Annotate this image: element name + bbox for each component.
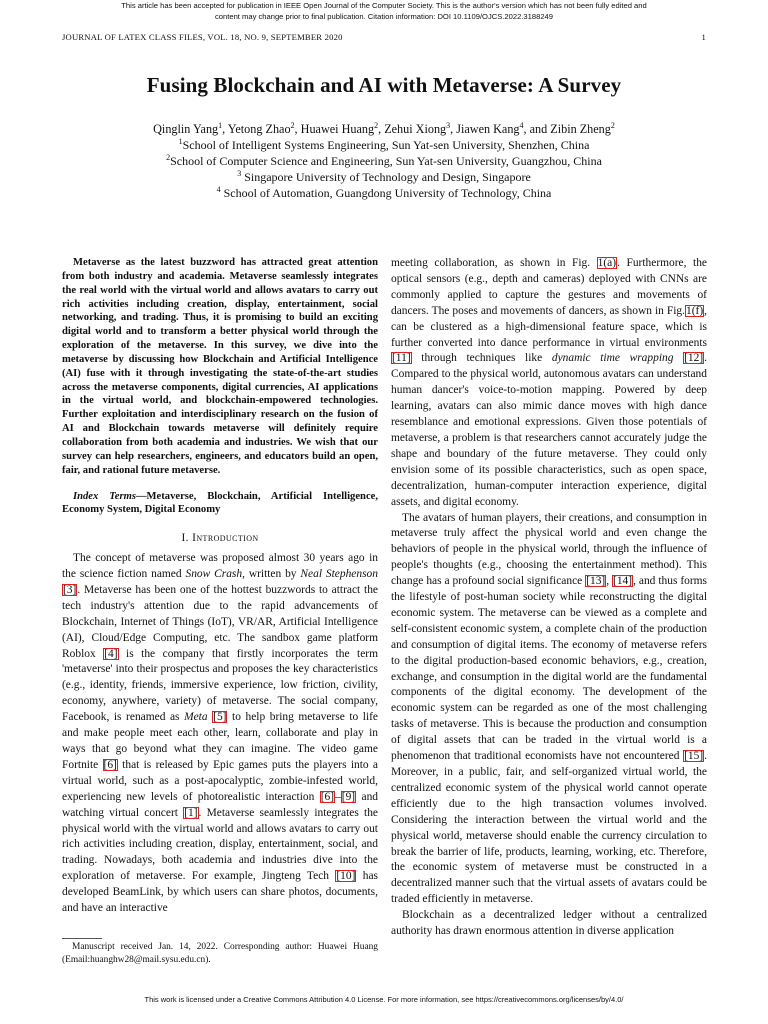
running-title: JOURNAL OF LATEX CLASS FILES, VOL. 18, NO. 9, SEPTEMBER 2020 [62,32,343,42]
figure-link[interactable]: 1(f) [685,304,704,317]
affiliation-3-text: Singapore University of Technology and Design, Singapore [244,170,531,184]
author-separator: , [222,122,228,136]
author-sup: 4 [519,121,524,130]
text-run: through techniques like [411,352,552,365]
text-run: meeting collaboration, as shown in Fig. [391,257,597,269]
citation-link[interactable]: [6] [320,790,335,803]
text-run: , and thus forms the lifestyle of post-human society while reconstructing the digital economic system. The metaverse can be viewed as a complete and self-consistent economic system, a complete chain of the production and consumption of digital items. The economy of metaverse refers to the digital production-based economic behaviors, e.g., creation, exchange, and consumption in the digital world are the fundamental components of the digital economy. The development of the economic system can be regarded as one of the most challenging tasks of metaverse. This is because the production and consumption of digital assets that can be traded in the virtual world is a phenomenon that traditional economists have not encountered [391,575,708,763]
index-terms-text: —Metaverse, Blockchain, Artificial Intelligence, Economy System, Digital Economy [62,490,378,516]
author-name: Zehui Xiong [384,122,447,136]
author-name: Neal Stephenson [300,568,378,580]
author-name: Huawei Huang [300,122,375,136]
technique-name: dynamic time wrapping [551,352,674,365]
section-heading [62,531,378,547]
affiliation-3 [0,169,768,185]
citation-link[interactable]: [15] [684,750,704,763]
affiliation-2-sup: 2 [166,153,171,162]
license-footer: This work is licensed under a Creative Commons Attribution 4.0 License. For more information, see https://creativecommons.org/licenses/by/4.0/ [144,995,624,1004]
notice-line-1: This article has been accepted for publication in IEEE Open Journal of the Computer Society. This is the author's version which has not been fully edited and [121,1,647,10]
text-run: , written by [242,568,301,580]
citation-link[interactable]: [10] [336,870,356,883]
text-run: – [335,790,341,803]
affiliation-3-sup: 3 [237,169,242,178]
affiliation-2-text: School of Computer Science and Engineering, Sun Yat-sen University, Guangzhou, China [170,154,602,168]
citation-link[interactable]: [3] [63,583,77,596]
abstract: Metaverse as the latest buzzword has attracted great attention from both industry and academia. Metaverse seamlessly integrates the real world with the virtual world and allows avatars to carry out rich activities including creation, display, entertainment, social networking, and trading. Thus, it is promising to build an exciting digital world and to transform a better physical world through the exploration of the metaverse. In this survey, we dive into the metaverse by discussing how Blockchain and Artificial Intelligence (AI) fuse with it through investigating the state-of-the-art studies across the metaverse components, digital currencies, AI applications in the virtual world, and blockchain-empowered technologies. Further exploitation and interdisciplinary research on the fusion of AI and Blockchain towards metaverse will definitely require collaboration from both academia and industries. We wish that our survey can help researchers, engineers, and educators build an open, fair, and rational future metaverse. [62,257,378,476]
intro-paragraph [62,551,378,917]
blockchain-paragraph: Blockchain as a decentralized ledger without a centralized authority has drawn enormous attention in diverse application [391,909,707,938]
index-terms-label: Index Terms [73,490,136,502]
text-run: The concept of metaverse was proposed almost 30 years ago in the science fiction named [62,552,378,580]
text-run: to help bring metaverse to life and make people meet each other, learn, collaborate and play in ways that go beyond what they can imagine. The video game Fortnite [62,711,379,771]
affiliation-2 [0,153,768,169]
page-number: 1 [701,32,706,42]
affiliation-1 [0,137,768,153]
author-separator: , and [523,122,551,136]
text-run: is the company that firstly incorporates the term 'metaverse' into their prospectus and proposes the key characteristics (e.g., identity, friends, immersive experience, low friction, civility, economy, anywhere, variety) of metaverse. The social company, Facebook, is renamed as [62,647,378,724]
author-separator: , [450,122,457,136]
author-sup: 2 [374,121,379,130]
affiliation-4-sup: 4 [216,185,221,194]
author-name: Qinglin Yang [153,122,219,136]
author-sup: 2 [290,121,295,130]
citation-link[interactable]: [14] [613,575,633,588]
citation-link[interactable]: [6] [103,758,117,771]
publication-notice [0,0,768,22]
running-header [62,32,706,42]
affiliation-4 [0,185,768,201]
author-sup: 2 [610,121,615,130]
figure-link[interactable]: 1(a) [597,257,617,269]
text-run: has developed BeamLink, by which users can share photos, documents, and have an interactive [62,870,378,915]
manuscript-footnote: Manuscript received Jan. 14, 2022. Corresponding author: Huawei Huang (Email:huanghw28@mail.sysu.edu.cn). [62,942,378,965]
citation-link[interactable]: [5] [213,711,227,724]
text-run: that is released by Epic games puts the players into a virtual world, such as a post-apocalyptic, zombie-infested world, experiencing new levels of photorealistic interaction [62,758,379,803]
section-title: Introduction [192,532,259,545]
text-run: . Compared to the physical world, autonomous avatars can understand human dancer's voice-to-motion mapping. Powered by deep learning, avatars can also mimic dance moves with high dance resemblance and emotional expressions. Given those potentials of metaverse, a problem is that researchers cannot accurately judge the shape and boundary of the future metaverse. They could only envision some of its possible characteristics, such as open space, decentralization, human-computer interaction experience, digital assets, and digital economy. [391,352,707,508]
citation-link[interactable]: [11] [392,352,411,365]
text-run: . Moreover, in a public, fair, and self-organized virtual world, the centralized economic system of the physical world cannot operate efficiently due to the high transaction volumes involved. Considering the interaction between the virtual world and the physical world, metaverse should enable the currency circulation to break the barrier of life, products, learning, working, etc. Therefore, the economic system of metaverse must be constructed in a decentralized manner such that the virtual assets of avatars could be traded efficiently in metaverse. [391,750,707,906]
citation-link[interactable]: [4] [104,647,118,660]
text-run: and watching virtual concert [62,790,379,819]
affiliation-4-text: School of Automation, Guangdong University of Technology, China [223,186,552,200]
citation-link[interactable]: [9] [341,790,356,803]
text-run: The avatars of human players, their creations, and consumption in metaverse truly affect the physical world and even change the behaviors of people in the physical world, through the influence of people's thoughts (e.g., choosing the entertainment method). This change has a profound social significance [391,511,707,588]
author-separator: , [294,122,301,136]
paper-title: Fusing Blockchain and AI with Metaverse: A Survey [146,73,622,97]
text-run [673,352,683,364]
footnote-rule [62,938,102,939]
affiliation-1-sup: 1 [178,137,183,146]
right-column [391,256,707,940]
notice-line-2: content may change prior to final publication. Citation information: DOI 10.1109/OJCS.2022.3188249 [215,12,553,21]
text-run: , can be clustered as a high-dimensional feature space, which is further converted into dance performance in virtual environments [391,304,707,349]
book-title: Snow Crash [185,568,243,580]
citation-link[interactable]: [12] [684,352,704,365]
author-sup: 3 [446,121,451,130]
section-number: I. [181,532,189,545]
affiliation-1-text: School of Intelligent Systems Engineering, Sun Yat-sen University, Shenzhen, China [182,138,590,152]
author-name: Yetong Zhao [227,122,291,136]
continued-paragraph [391,256,707,511]
text-run: . Furthermore, the optical sensors (e.g., depth and cameras) deployed with CNNs are commonly applied to capture the gestures and movements of dancers. The poses and movements of dancers, as shown in Fig. [391,257,707,317]
text-run: . Metaverse has been one of the hottest buzzwords to attract the tech industry's attention due to the rapid advancements of Blockchain, Internet of Things (IoT), VR/AR, Artificial Intelligence (AI), Cloud/Edge Computing, etc. The sandbox game platform Roblox [62,583,378,660]
author-sup: 1 [218,121,223,130]
avatars-paragraph [391,511,707,909]
citation-link[interactable]: [13] [586,575,606,588]
author-name: Jiawen Kang [456,122,520,136]
index-terms [62,490,378,518]
author-separator: , [378,122,385,136]
author-list [0,121,768,138]
left-column [62,256,378,917]
text-run: . Metaverse seamlessly integrates the physical world with the virtual world and allows avatars to carry out rich activities including creation, display, entertainment, social, and trading. Nowadays, both academia and industries dive into the exploration of metaverse. For example, Jingteng Tech [62,806,378,883]
company-name: Meta [184,711,208,724]
author-name: Zibin Zheng [550,122,611,136]
citation-link[interactable]: [1] [184,806,198,819]
text-run: , [606,575,613,588]
